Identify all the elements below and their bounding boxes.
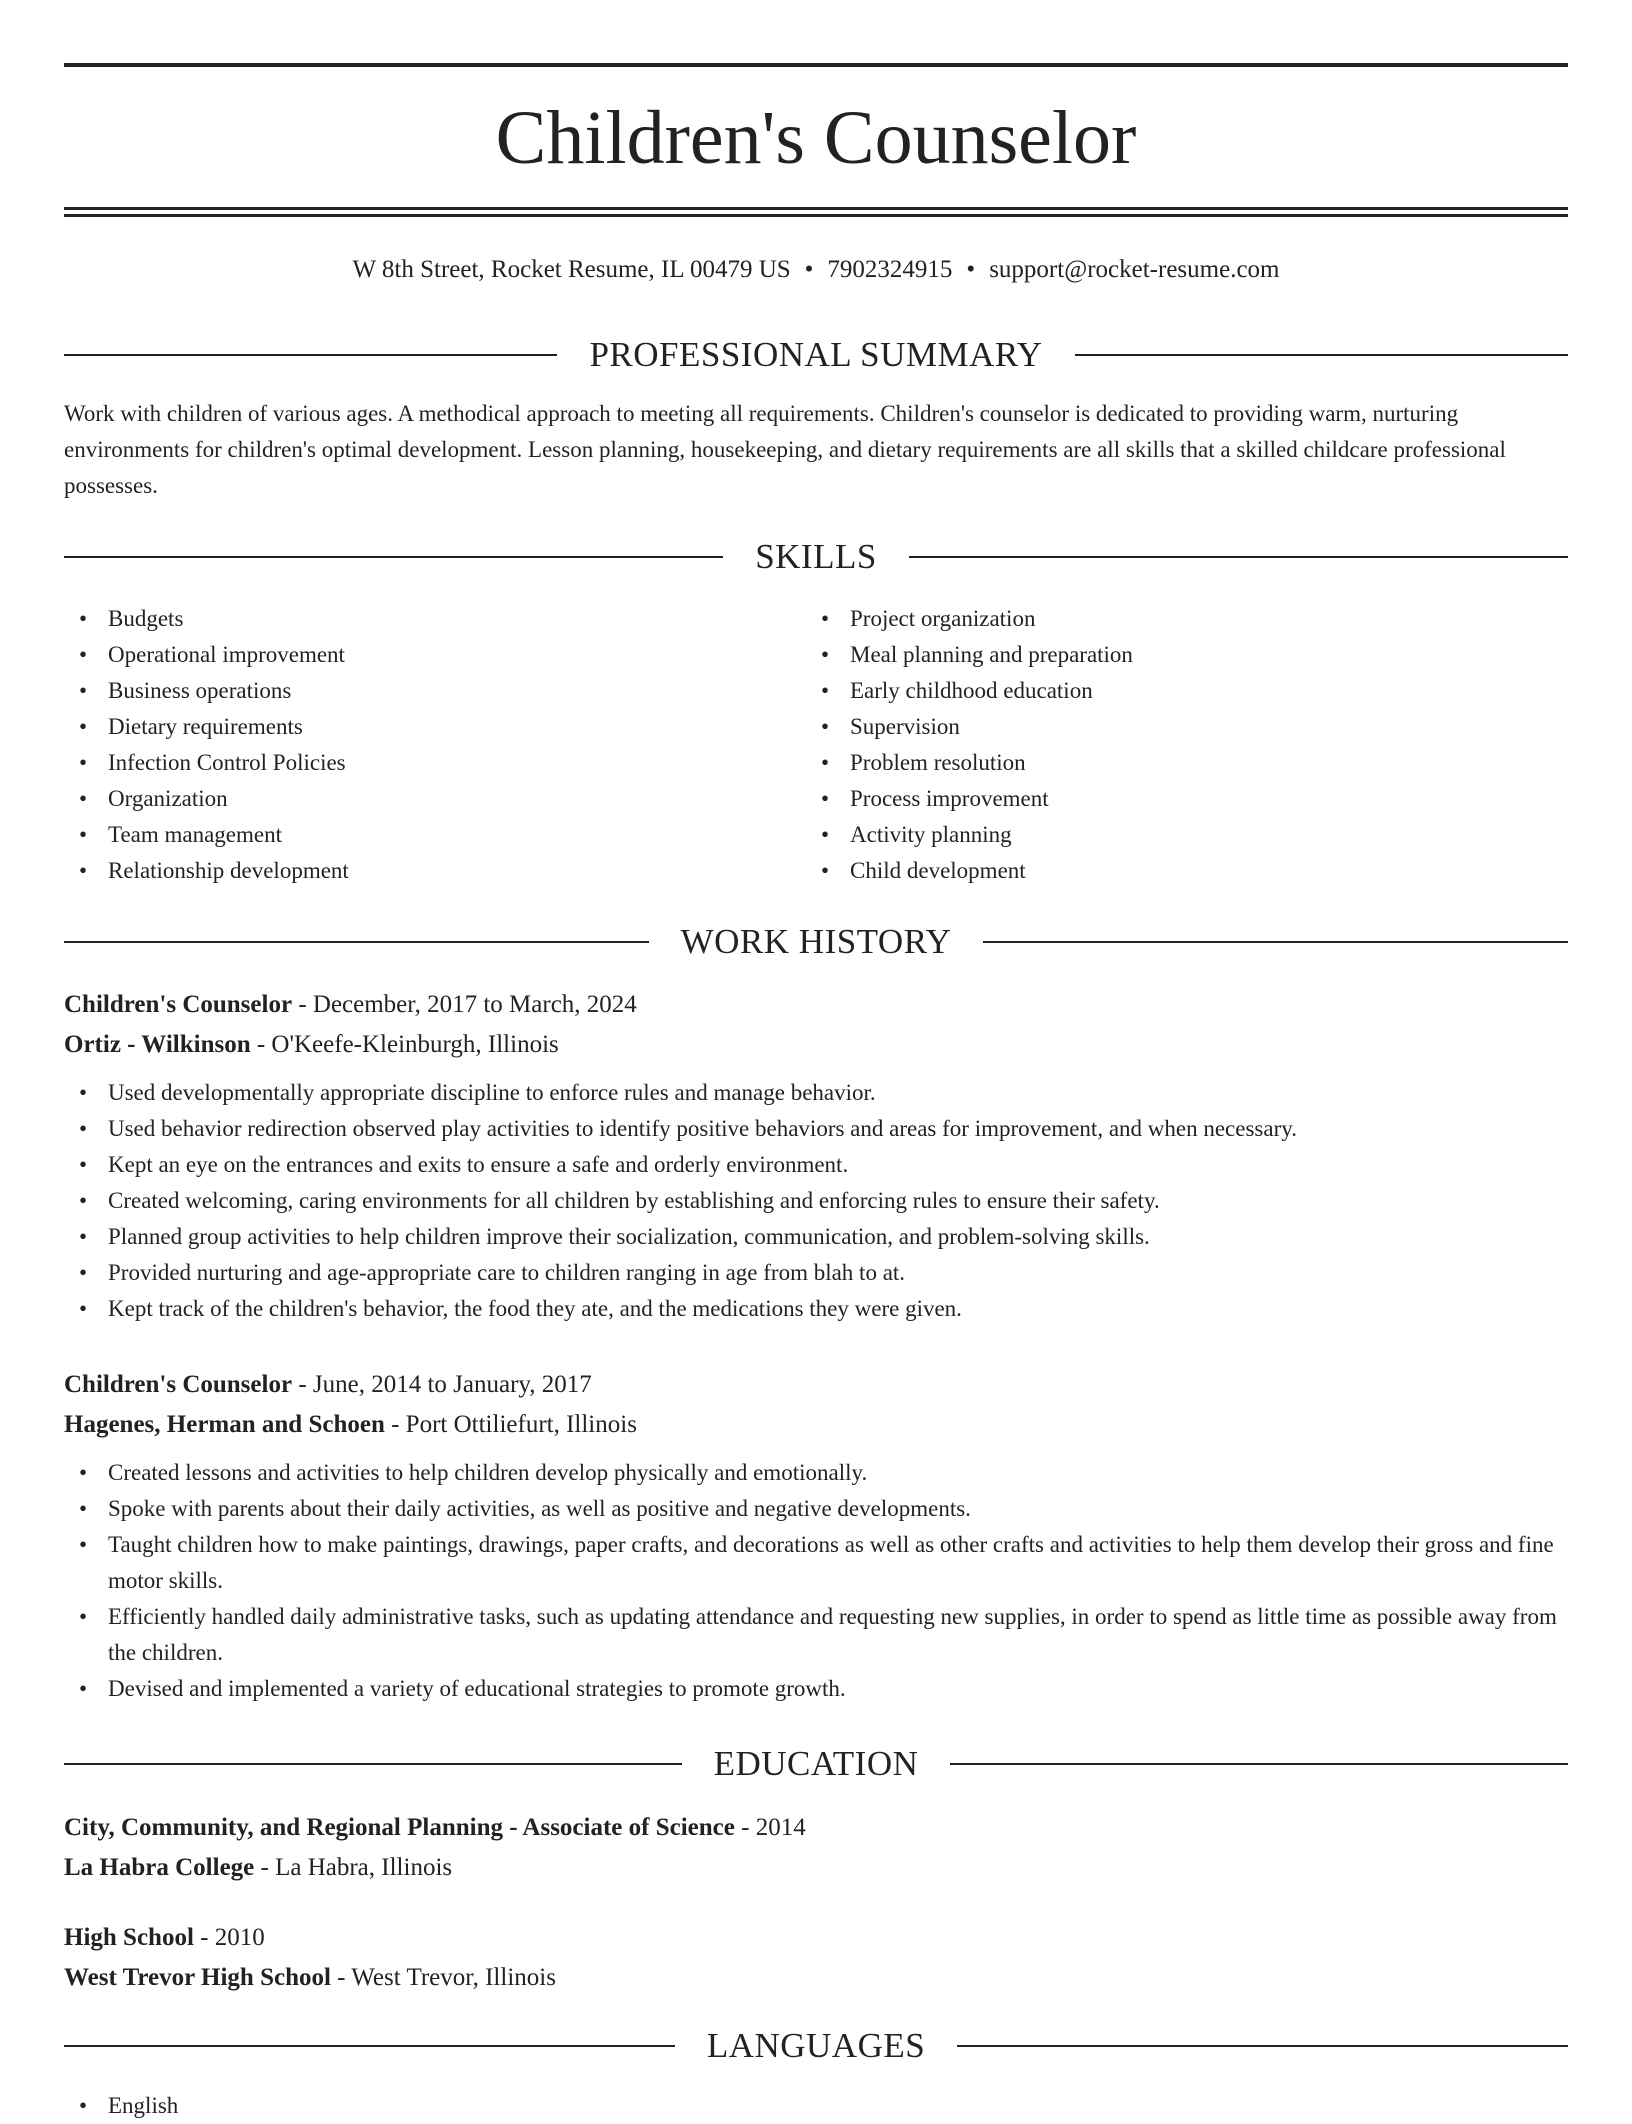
job-duty: • Created lessons and activities to help children develop physically and emotionally.	[64, 1455, 1568, 1491]
job-duty: • Used behavior redirection observed play activities to identify positive behaviors and areas for improvement, and when necessary.	[64, 1111, 1568, 1147]
section-title: EDUCATION	[713, 1744, 919, 1783]
education-entry	[64, 1808, 1568, 1888]
education-degree: City, Community, and Regional Planning - Associate of Science	[64, 1814, 735, 1841]
job-duty: • Kept an eye on the entrances and exits to ensure a safe and orderly environment.	[64, 1147, 1568, 1183]
heading-rule	[909, 556, 1568, 558]
skill-item: • Budgets	[64, 601, 806, 637]
job-title: Children's Counselor	[64, 1371, 293, 1398]
education-degree: High School	[64, 1924, 194, 1951]
education-school: La Habra College	[64, 1854, 255, 1881]
skills-column-left	[64, 601, 806, 889]
job-duty: • Kept track of the children's behavior, the food they ate, and the medications they were given.	[64, 1291, 1568, 1327]
skill-item: • Business operations	[64, 673, 806, 709]
job-dates: - December, 2017 to March, 2024	[292, 991, 637, 1018]
education-location: - West Trevor, Illinois	[330, 1964, 556, 1991]
job-duty: • Taught children how to make paintings, drawings, paper crafts, and decorations as well as other crafts and activities to help them develop their gross and fine motor skills.	[64, 1527, 1568, 1599]
summary-text: Work with children of various ages. A methodical approach to meeting all requirements. Children's counselor is dedicated to providing warm, nurturing environments for children's optimal development. Lesson planning, housekeeping, and dietary requirements are all skills that a skilled childcare professional possesses.	[64, 401, 1506, 498]
skill-item: • Infection Control Policies	[64, 745, 806, 781]
education-school: West Trevor High School	[64, 1964, 331, 1991]
section-heading-summary	[64, 333, 1568, 377]
candidate-name: Children's Counselor	[495, 96, 1137, 180]
education-school-line	[64, 1848, 1568, 1888]
top-rule	[64, 63, 1568, 67]
heading-rule	[64, 2045, 675, 2047]
heading-rule	[957, 2045, 1568, 2047]
skill-item: • Supervision	[806, 709, 1548, 745]
section-title: SKILLS	[755, 537, 877, 576]
job-company: Ortiz - Wilkinson	[64, 1031, 251, 1058]
section-title: PROFESSIONAL SUMMARY	[589, 335, 1043, 374]
section-title: WORK HISTORY	[680, 922, 952, 961]
education-school-line	[64, 1958, 1568, 1998]
job-location: - Port Ottiliefurt, Illinois	[384, 1411, 637, 1438]
heading-rule	[64, 941, 649, 943]
job-duty: • Provided nurturing and age-appropriate care to children ranging in age from blah to at.	[64, 1255, 1568, 1291]
job-duty: • Spoke with parents about their daily activities, as well as positive and negative developments.	[64, 1491, 1568, 1527]
job-title-line	[64, 1365, 1568, 1405]
skill-item: • Project organization	[806, 601, 1548, 637]
heading-rule	[983, 941, 1568, 943]
section-heading-languages	[64, 2024, 1568, 2068]
section-title: LANGUAGES	[706, 2026, 926, 2065]
job-entry	[64, 1365, 1568, 1707]
job-company-line	[64, 1025, 1568, 1065]
skill-item: • Relationship development	[64, 853, 806, 889]
contact-phone: 7902324915	[827, 256, 953, 283]
section-heading-skills	[64, 535, 1568, 579]
section-heading-work	[64, 920, 1568, 964]
section-heading-education	[64, 1742, 1568, 1786]
job-dates: - June, 2014 to January, 2017	[292, 1371, 592, 1398]
job-company-line	[64, 1405, 1568, 1445]
skills-list	[64, 601, 1568, 889]
skill-item: • Early childhood education	[806, 673, 1548, 709]
job-company: Hagenes, Herman and Schoen	[64, 1411, 385, 1438]
job-duty: • Created welcoming, caring environments for all children by establishing and enforcing rules to ensure their safety.	[64, 1183, 1568, 1219]
skill-item: • Child development	[806, 853, 1548, 889]
skill-item: • Dietary requirements	[64, 709, 806, 745]
skill-item: • Problem resolution	[806, 745, 1548, 781]
contact-line	[64, 252, 1568, 288]
education-year: - 2010	[193, 1924, 265, 1951]
skill-item: • Operational improvement	[64, 637, 806, 673]
job-title: Children's Counselor	[64, 991, 293, 1018]
job-location: - O'Keefe-Kleinburgh, Illinois	[250, 1031, 559, 1058]
heading-rule	[64, 354, 557, 356]
heading-rule	[64, 556, 723, 558]
skill-item: • Process improvement	[806, 781, 1548, 817]
contact-separator: •	[804, 256, 814, 283]
education-degree-line	[64, 1918, 1568, 1958]
language-item: • English	[64, 2088, 1568, 2124]
job-duty: • Devised and implemented a variety of educational strategies to promote growth.	[64, 1671, 1568, 1707]
education-degree-line	[64, 1808, 1568, 1848]
education-entry	[64, 1918, 1568, 1998]
heading-rule	[64, 1763, 682, 1765]
job-title-line	[64, 985, 1568, 1025]
header-double-rule	[64, 207, 1568, 217]
job-duty: • Planned group activities to help children improve their socialization, communication, and problem-solving skills.	[64, 1219, 1568, 1255]
skill-item: • Activity planning	[806, 817, 1548, 853]
languages-list	[64, 2088, 1568, 2124]
education-year: - 2014	[734, 1814, 806, 1841]
skill-item: • Meal planning and preparation	[806, 637, 1548, 673]
job-duties	[64, 1075, 1568, 1327]
contact-address: W 8th Street, Rocket Resume, IL 00479 US	[352, 256, 791, 283]
job-duties	[64, 1455, 1568, 1707]
heading-rule	[1075, 354, 1568, 356]
skills-column-right	[806, 601, 1548, 889]
contact-email: support@rocket-resume.com	[989, 256, 1280, 283]
job-duty: • Used developmentally appropriate discipline to enforce rules and manage behavior.	[64, 1075, 1568, 1111]
job-duty: • Efficiently handled daily administrative tasks, such as updating attendance and requesting new supplies, in order to spend as little time as possible away from the children.	[64, 1599, 1568, 1671]
heading-rule	[950, 1763, 1568, 1765]
skill-item: • Organization	[64, 781, 806, 817]
contact-separator: •	[966, 256, 976, 283]
education-location: - La Habra, Illinois	[254, 1854, 453, 1881]
job-entry	[64, 985, 1568, 1327]
skill-item: • Team management	[64, 817, 806, 853]
